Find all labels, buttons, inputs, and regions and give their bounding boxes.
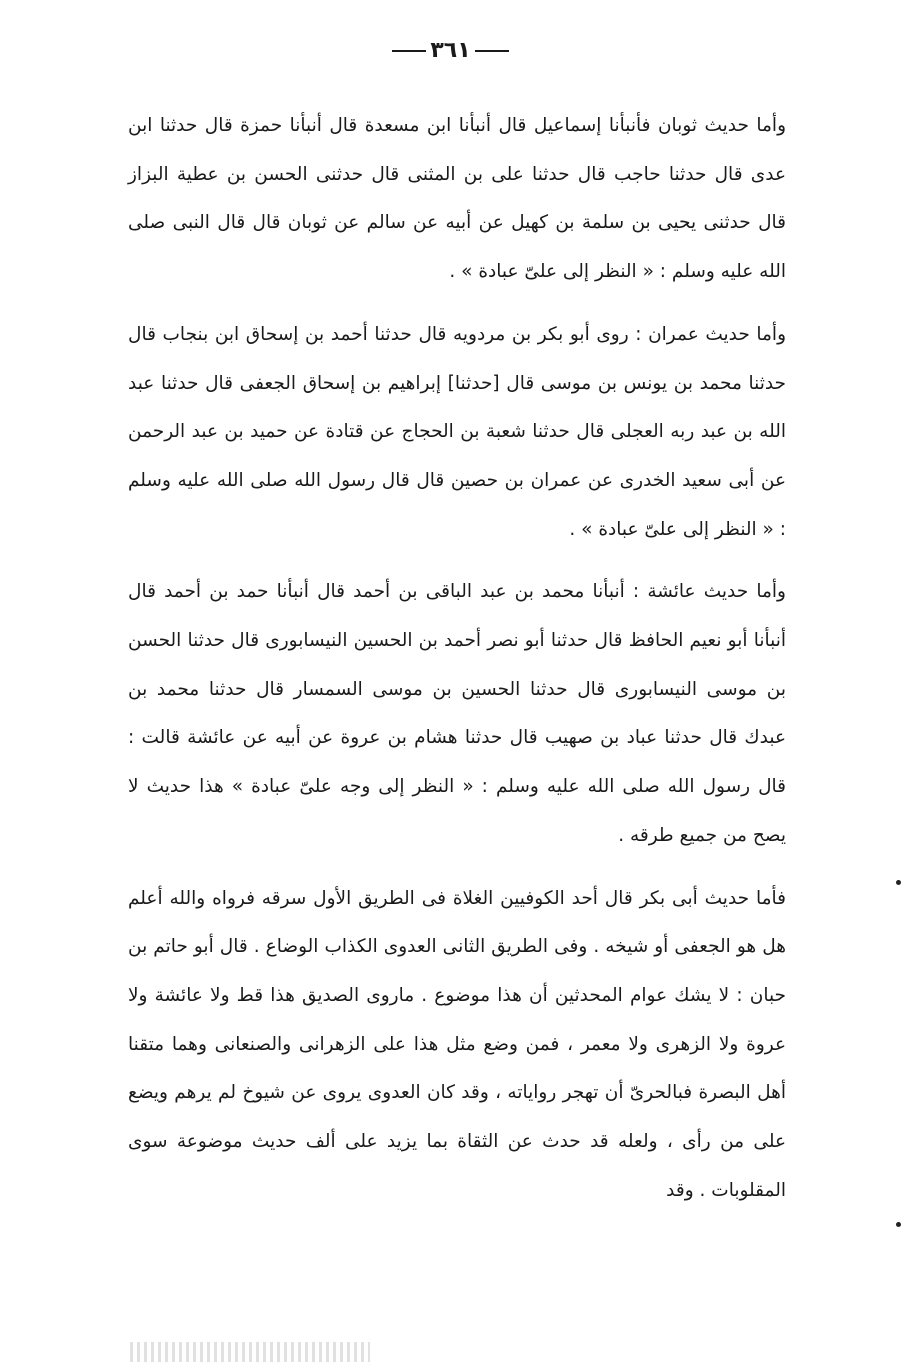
paragraph-commentary: فأما حديث أبى بكر قال أحد الكوفيين الغلاة فى الطريق الأول سرقه فرواه والله أعلم هل هو الجعفى أو شيخه . وفى الطريق الثانى العدوى الكذاب الوضاع . قال أبو حاتم بن حبان : لا يشك عوام المحدثين أن هذا موضوع . ماروى الصديق هذا قط ولا عائشة ولا عروة ولا الزهرى ولا معمر ، فمن وضع مثل هذا على الزهرانى والصنعانى وهما متقنا أهل البصرة فبالحرىّ أن تهجر رواياته ، وقد كان العدوى يروى عن شيوخ لم يرهم ويضع على من رأى ، ولعله قد حدث عن الثقاة بما يزيد على ألف حديث موضوعة سوى المقلوبات . وقد bbox=[128, 887, 786, 1201]
paragraph-thawban: وأما حديث ثوبان فأنبأنا إسماعيل قال أنبأنا ابن مسعدة قال أنبأنا حمزة قال حدثنا ابن عدى قال حدثنا حاجب قال حدثنا على بن المثنى قال حدثنى الحسن بن عطية البزاز قال حدثنى يحيى بن سلمة بن كهيل عن أبيه عن سالم عن ثوبان قال قال النبى صلى الله عليه وسلم : « النظر إلى علىّ عبادة » . bbox=[128, 115, 786, 283]
page-number-dash-left bbox=[392, 50, 426, 52]
page-number bbox=[0, 38, 901, 63]
page-number-dash-right bbox=[475, 50, 509, 52]
page-number-text: ٣٦١ bbox=[430, 38, 471, 63]
paragraph-aisha: وأما حديث عائشة : أنبأنا محمد بن عبد الباقى بن أحمد قال أنبأنا حمد بن أحمد قال أنبأنا أبو نعيم الحافظ قال حدثنا أبو نصر أحمد بن الحسين النيسابورى قال حدثنا الحسن بن موسى النيسابورى قال حدثنا الحسين بن موسى السمسار قال حدثنا محمد بن عبدك قال حدثنا عباد بن صهيب قال حدثنا هشام بن عروة عن أبيه عن عائشة قالت : قال رسول الله صلى الله عليه وسلم : « النظر إلى وجه علىّ عبادة » هذا حديث لا يصح من جميع طرقه . bbox=[128, 581, 786, 846]
document-body bbox=[128, 102, 786, 1215]
paragraph-imran: وأما حديث عمران : روى أبو بكر بن مردويه قال حدثنا أحمد بن إسحاق ابن بنجاب قال حدثنا محمد بن يونس بن موسى قال [حدثنا] إبراهيم بن إسحاق الجعفى قال حدثنا عبد الله بن عبد ربه العجلى قال حدثنا شعبة بن الحجاج عن قتادة عن حميد بن عبد الرحمن عن أبى سعيد الخدرى عن عمران بن حصين قال قال رسول الله صلى الله عليه وسلم : « النظر إلى علىّ عبادة » . bbox=[128, 323, 786, 540]
library-stamp-mark bbox=[130, 1342, 370, 1362]
margin-mark bbox=[896, 1222, 901, 1227]
margin-mark bbox=[896, 880, 901, 885]
